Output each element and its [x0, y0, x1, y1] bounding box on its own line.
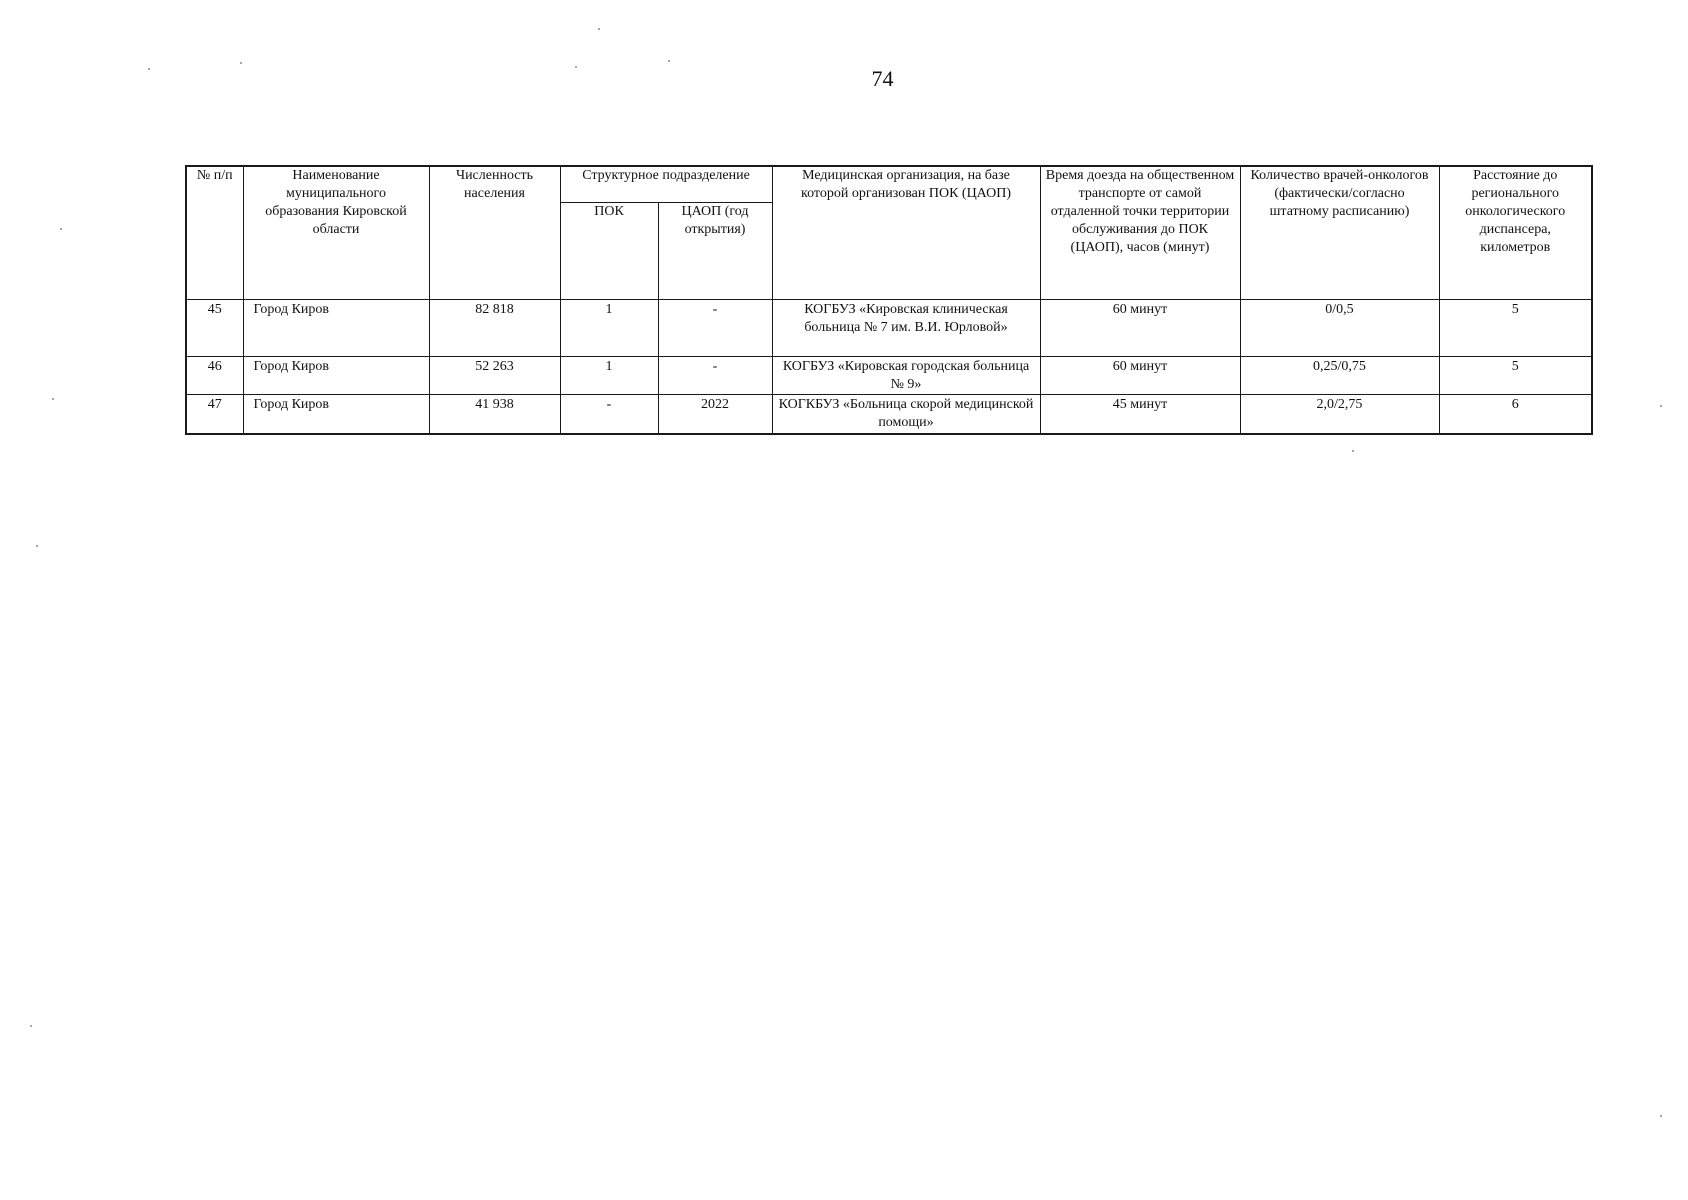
- header-population: Численность населения: [429, 166, 560, 299]
- header-caop: ЦАОП (год открытия): [658, 202, 772, 299]
- header-municipality: Наименование муниципального образования Кировской области: [243, 166, 429, 299]
- header-travel-time: Время доезда на общественном транспорте от самой отдаленной точки территории обслуживания до ПОК (ЦАОП), часов (минут): [1040, 166, 1240, 299]
- cell-population: 52 263: [429, 356, 560, 394]
- cell-municipality: Город Киров: [243, 356, 429, 394]
- cell-population: 41 938: [429, 394, 560, 434]
- header-num: № п/п: [186, 166, 243, 299]
- cell-travel-time: 45 минут: [1040, 394, 1240, 434]
- header-row: [186, 166, 1592, 202]
- cell-num: 46: [186, 356, 243, 394]
- cell-oncologists: 0,25/0,75: [1240, 356, 1439, 394]
- cell-pok: -: [560, 394, 658, 434]
- cell-distance: 5: [1439, 356, 1592, 394]
- cell-municipality: Город Киров: [243, 394, 429, 434]
- oncology-units-table: [185, 165, 1593, 435]
- cell-num: 45: [186, 299, 243, 356]
- cell-municipality: Город Киров: [243, 299, 429, 356]
- cell-caop: -: [658, 356, 772, 394]
- table-row: [186, 299, 1592, 356]
- cell-med-org: КОГКБУЗ «Больница скорой медицинской помощи»: [772, 394, 1040, 434]
- cell-caop: 2022: [658, 394, 772, 434]
- cell-pok: 1: [560, 299, 658, 356]
- cell-med-org: КОГБУЗ «Кировская клиническая больница № 7 им. В.И. Юрловой»: [772, 299, 1040, 356]
- cell-oncologists: 2,0/2,75: [1240, 394, 1439, 434]
- cell-travel-time: 60 минут: [1040, 299, 1240, 356]
- table-row: [186, 394, 1592, 434]
- cell-distance: 5: [1439, 299, 1592, 356]
- header-pok: ПОК: [560, 202, 658, 299]
- header-med-org: Медицинская организация, на базе которой организован ПОК (ЦАОП): [772, 166, 1040, 299]
- cell-pok: 1: [560, 356, 658, 394]
- cell-caop: -: [658, 299, 772, 356]
- header-oncologists: Количество врачей-онкологов (фактически/согласно штатному расписанию): [1240, 166, 1439, 299]
- header-structural-unit: Структурное подразделение: [560, 166, 772, 202]
- table-row: [186, 356, 1592, 394]
- cell-distance: 6: [1439, 394, 1592, 434]
- cell-oncologists: 0/0,5: [1240, 299, 1439, 356]
- cell-travel-time: 60 минут: [1040, 356, 1240, 394]
- page-number: 74: [871, 66, 894, 91]
- header-distance: Расстояние до регионального онкологического диспансера, километров: [1439, 166, 1592, 299]
- cell-med-org: КОГБУЗ «Кировская городская больница № 9»: [772, 356, 1040, 394]
- cell-num: 47: [186, 394, 243, 434]
- cell-population: 82 818: [429, 299, 560, 356]
